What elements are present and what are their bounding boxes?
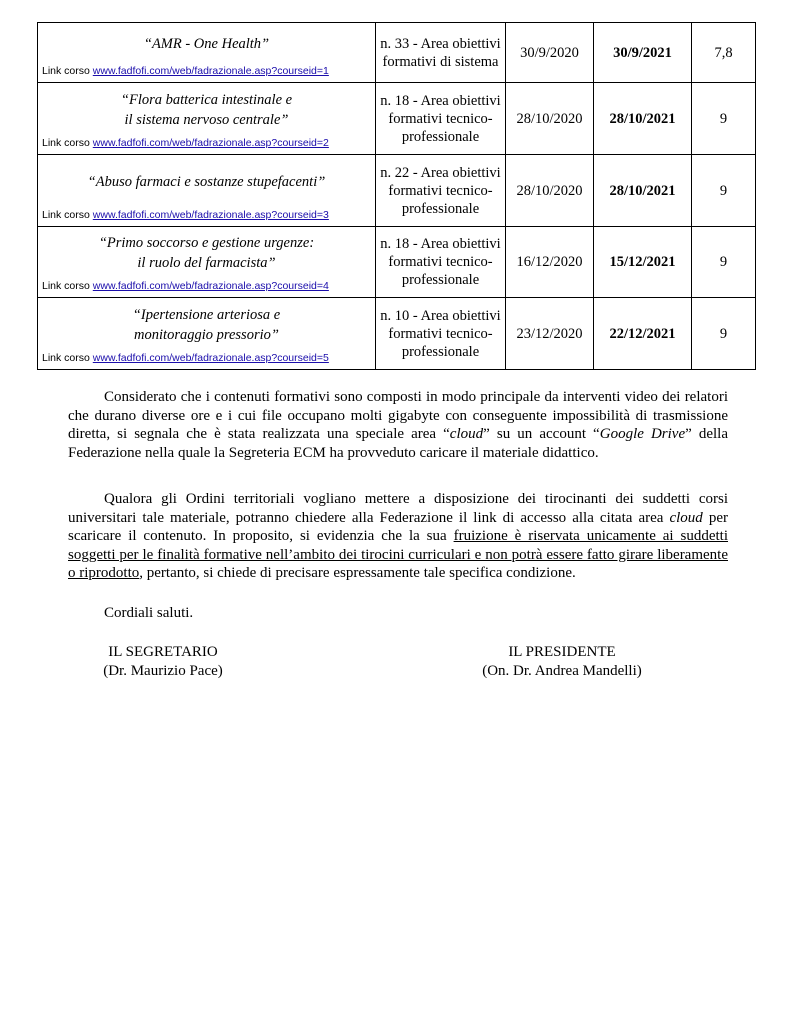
course-credits: 7,8: [692, 23, 756, 83]
course-area: n. 18 - Area obiettivi formativi tecnico-professionale: [376, 227, 506, 298]
paragraph1-cloud-term: cloud: [449, 426, 484, 443]
course-link-label: Link corso: [42, 65, 90, 77]
courses-table: [37, 22, 756, 370]
paragraph1-text-c: ” della Federazione nella quale la Segreteria ECM ha provveduto caricare il materiale didattico.: [68, 426, 729, 461]
course-link[interactable]: www.fadfofi.com/web/fadrazionale.asp?courseid=3: [92, 209, 329, 221]
course-end-date: 30/9/2021: [594, 23, 692, 83]
course-link-line: [42, 137, 329, 150]
course-credits: 9: [692, 155, 756, 227]
course-start-date: 23/12/2020: [506, 298, 594, 370]
course-title-cell: [38, 23, 376, 83]
course-area: n. 18 - Area obiettivi formativi tecnico-professionale: [376, 83, 506, 155]
paragraph1-google-drive: Google Drive: [599, 426, 686, 443]
paragraph2-underlined-condition: fruizione è riservata unicamente ai suddetti soggetti per le finalità formative nell’ambito dei tirocini curriculari e non potrà essere fatto girare liberamente o riprodotto: [68, 528, 729, 582]
course-title: “AMR - One Health”: [143, 35, 270, 52]
secretary-role: IL SEGRETARIO: [108, 644, 218, 660]
course-link-label: Link corso: [42, 137, 90, 149]
signature-secretary: [78, 643, 248, 681]
course-title-cell: [38, 298, 376, 370]
course-link-label: Link corso: [42, 280, 90, 292]
course-row: [38, 227, 756, 298]
course-start-date: 28/10/2020: [506, 83, 594, 155]
closing-greeting: Cordiali saluti.: [104, 605, 194, 621]
paragraph2-cloud-term: cloud: [669, 509, 703, 526]
course-link-line: [42, 352, 329, 365]
course-title-cell: [38, 83, 376, 155]
course-area: n. 33 - Area obiettivi formativi di sistema: [376, 23, 506, 83]
course-end-date: 28/10/2021: [594, 155, 692, 227]
course-row: [38, 155, 756, 227]
course-row: [38, 83, 756, 155]
course-link[interactable]: www.fadfofi.com/web/fadrazionale.asp?courseid=1: [92, 65, 329, 77]
course-title: “Abuso farmaci e sostanze stupefacenti”: [87, 173, 326, 190]
course-link-line: [42, 65, 329, 78]
course-link-line: [42, 280, 329, 293]
course-row: [38, 298, 756, 370]
course-link[interactable]: www.fadfofi.com/web/fadrazionale.asp?courseid=4: [92, 280, 329, 292]
course-row: [38, 23, 756, 83]
course-title: “Primo soccorso e gestione urgenze: il ruolo del farmacista”: [98, 235, 315, 271]
course-start-date: 30/9/2020: [506, 23, 594, 83]
course-credits: 9: [692, 83, 756, 155]
course-link-label: Link corso: [42, 209, 90, 221]
course-end-date: 15/12/2021: [594, 227, 692, 298]
course-start-date: 16/12/2020: [506, 227, 594, 298]
course-area: n. 22 - Area obiettivi formativi tecnico-professionale: [376, 155, 506, 227]
paragraph2-text-c: , pertanto, si chiede di precisare espressamente tale specifica condizione.: [139, 565, 576, 582]
course-end-date: 22/12/2021: [594, 298, 692, 370]
course-credits: 9: [692, 227, 756, 298]
paragraph2-text-a: Qualora gli Ordini territoriali vogliano mettere a disposizione dei tirocinanti dei suddetti corsi universitari tale materiale, potranno chiedere alla Federazione il link di accesso alla citata area: [68, 491, 728, 526]
paragraph1-text-b: ” su un account “: [483, 426, 600, 443]
course-title: “Ipertensione arteriosa e monitoraggio pressorio”: [132, 306, 281, 343]
course-title-cell: [38, 155, 376, 227]
secretary-name: (Dr. Maurizio Pace): [103, 663, 223, 679]
course-link[interactable]: www.fadfofi.com/web/fadrazionale.asp?courseid=5: [92, 352, 329, 364]
course-link-line: [42, 209, 329, 222]
course-title: “Flora batterica intestinale e il sistema nervoso centrale”: [120, 91, 293, 128]
paragraph-cloud-area: [68, 388, 728, 462]
president-name: (On. Dr. Andrea Mandelli): [482, 663, 642, 679]
course-area: n. 10 - Area obiettivi formativi tecnico-professionale: [376, 298, 506, 370]
courses-table-body: [38, 23, 756, 370]
paragraph2-text-b: per scaricare il contenuto. In proposito, si evidenzia che la sua: [68, 509, 728, 545]
paragraph1-text-a: Considerato che i contenuti formativi sono composti in modo principale da interventi video dei relatori che durano diverse ore e i cui file occupano molti gigabyte con conseguente impossibilità di trasmissione diretta, si segnala che è stata realizzata una speciale area “: [68, 389, 728, 443]
course-link[interactable]: www.fadfofi.com/web/fadrazionale.asp?courseid=2: [92, 137, 329, 149]
course-start-date: 28/10/2020: [506, 155, 594, 227]
signature-president: [462, 643, 662, 681]
course-credits: 9: [692, 298, 756, 370]
course-title-cell: [38, 227, 376, 298]
course-end-date: 28/10/2021: [594, 83, 692, 155]
paragraph-access: [68, 490, 728, 583]
president-role: IL PRESIDENTE: [508, 644, 616, 660]
course-link-label: Link corso: [42, 352, 90, 364]
